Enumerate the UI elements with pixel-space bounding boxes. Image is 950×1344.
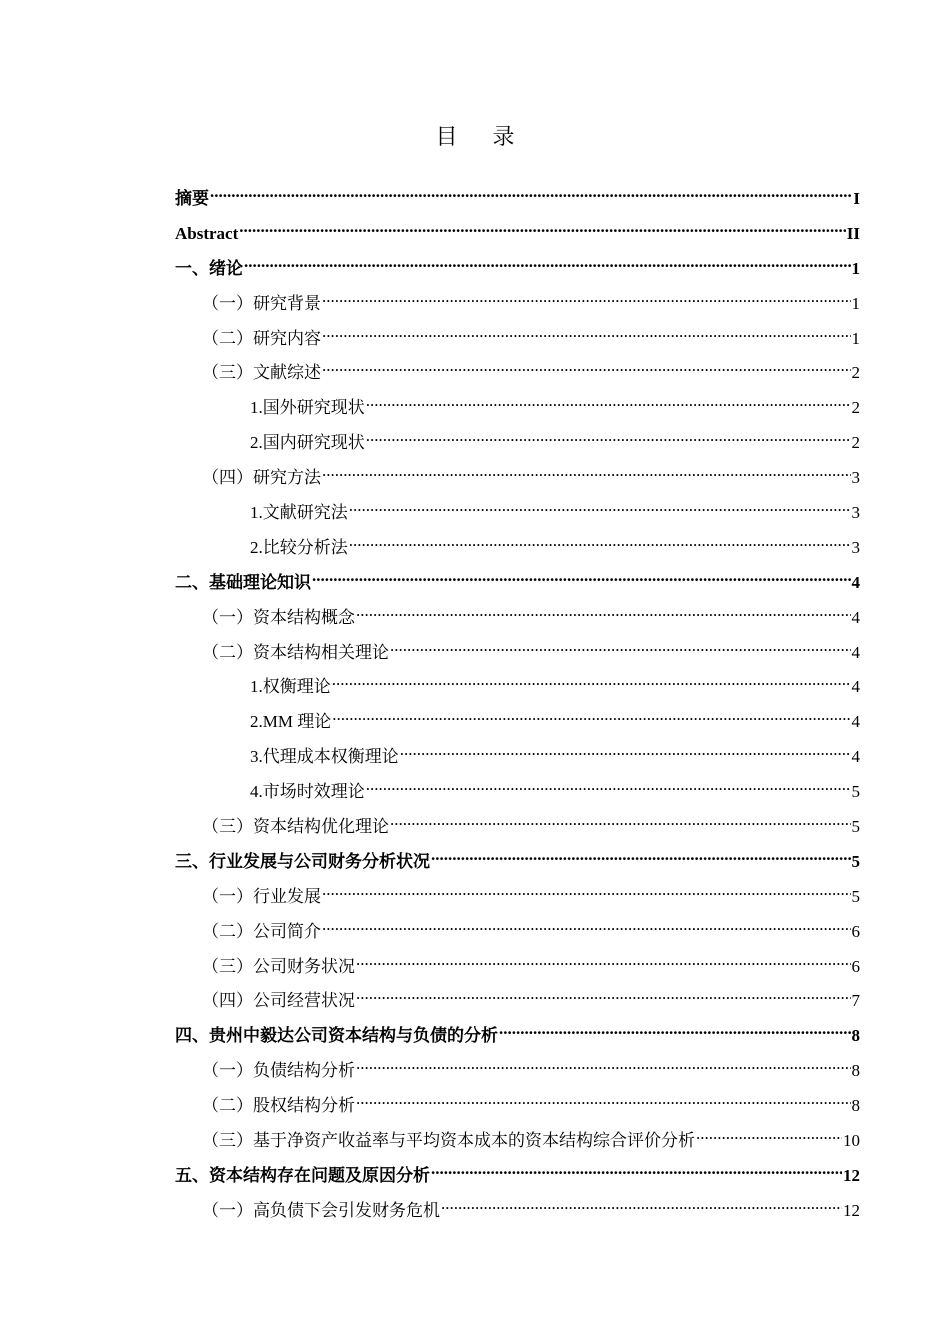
page-title: 目 录 xyxy=(435,125,529,150)
toc-entry[interactable] xyxy=(175,634,860,669)
toc-entry-page-number: I xyxy=(853,189,860,208)
toc-entry[interactable] xyxy=(175,1157,860,1192)
toc-entry-page-number: 2 xyxy=(851,433,860,453)
toc-entry[interactable] xyxy=(175,459,860,494)
toc-entry[interactable] xyxy=(175,320,860,355)
dot-leader xyxy=(366,393,851,413)
table-of-contents xyxy=(175,180,860,1227)
toc-entry[interactable] xyxy=(175,1122,860,1157)
toc-entry-label: 五、资本结构存在问题及原因分析 xyxy=(175,1165,430,1185)
toc-entry-label: 3.代理成本权衡理论 xyxy=(250,747,399,767)
toc-entry-label: （一）高负债下会引发财务危机 xyxy=(202,1200,440,1220)
toc-entry[interactable] xyxy=(175,424,860,459)
toc-entry-page-number: 7 xyxy=(851,991,860,1011)
toc-entry[interactable] xyxy=(175,913,860,948)
toc-entry-label: （二）公司简介 xyxy=(202,921,321,941)
dot-leader xyxy=(239,219,846,239)
dot-leader xyxy=(696,1126,842,1146)
toc-entry-page-number: 8 xyxy=(851,1061,860,1081)
toc-entry-page-number: 10 xyxy=(843,1131,860,1151)
dot-leader xyxy=(322,917,851,937)
toc-entry[interactable] xyxy=(175,599,860,634)
toc-entry-label: 2.比较分析法 xyxy=(250,537,348,557)
dot-leader xyxy=(332,672,851,692)
toc-entry-page-number: 2 xyxy=(851,398,860,418)
dot-leader xyxy=(431,1161,842,1181)
toc-entry-page-number: 3 xyxy=(851,503,860,523)
toc-entry-page-number: 5 xyxy=(851,886,860,906)
toc-entry[interactable] xyxy=(175,564,860,599)
toc-entry-label: （二）股权结构分析 xyxy=(202,1096,355,1116)
toc-entry-page-number: 1 xyxy=(851,328,860,348)
toc-entry-page-number: 4 xyxy=(851,572,860,592)
toc-entry-page-number: 2 xyxy=(851,363,860,383)
toc-entry[interactable] xyxy=(175,389,860,424)
toc-entry-page-number: II xyxy=(846,223,860,243)
dot-leader xyxy=(356,1056,851,1076)
toc-entry-page-number: 5 xyxy=(851,851,860,871)
toc-entry-label: 1.国外研究现状 xyxy=(250,398,365,418)
dot-leader xyxy=(244,254,851,274)
toc-entry-label: （一）负债结构分析 xyxy=(202,1061,355,1081)
toc-entry-page-number: 4 xyxy=(851,712,860,732)
toc-entry-label: （三）公司财务状况 xyxy=(202,956,355,976)
toc-entry[interactable] xyxy=(175,529,860,564)
dot-leader xyxy=(322,882,851,902)
toc-entry-label: （二）资本结构相关理论 xyxy=(202,642,389,662)
toc-entry-page-number: 1 xyxy=(851,293,860,313)
toc-entry-label: 二、基础理论知识 xyxy=(175,572,311,592)
dot-leader xyxy=(349,498,851,518)
toc-entry[interactable] xyxy=(175,1087,860,1122)
toc-entry-label: （一）研究背景 xyxy=(202,293,321,313)
dot-leader xyxy=(356,603,851,623)
dot-leader xyxy=(390,638,851,658)
dot-leader xyxy=(349,533,851,553)
toc-entry[interactable] xyxy=(175,354,860,389)
toc-entry[interactable] xyxy=(175,982,860,1017)
toc-entry-label: （四）公司经营状况 xyxy=(202,991,355,1011)
toc-entry[interactable] xyxy=(175,703,860,738)
toc-entry-page-number: 12 xyxy=(843,1165,860,1185)
dot-leader xyxy=(356,1091,851,1111)
toc-entry-page-number: 3 xyxy=(851,468,860,488)
dot-leader xyxy=(322,463,851,483)
toc-entry-label: （三）基于净资产收益率与平均资本成本的资本结构综合评价分析 xyxy=(202,1131,695,1151)
toc-entry-label: 一、绪论 xyxy=(175,258,243,278)
toc-entry[interactable] xyxy=(175,180,860,215)
dot-leader xyxy=(322,324,851,344)
toc-entry[interactable] xyxy=(175,285,860,320)
toc-entry-label: 1.文献研究法 xyxy=(250,503,348,523)
toc-entry-label: （三）文献综述 xyxy=(202,363,321,383)
toc-entry-page-number: 1 xyxy=(851,258,860,278)
toc-entry[interactable] xyxy=(175,215,860,250)
toc-entry-page-number: 4 xyxy=(851,642,860,662)
toc-entry-page-number: 3 xyxy=(851,537,860,557)
toc-entry-page-number: 5 xyxy=(851,782,860,802)
dot-leader xyxy=(312,568,851,588)
dot-leader xyxy=(332,707,850,727)
toc-entry-page-number: 8 xyxy=(851,1026,860,1046)
toc-entry-page-number: 4 xyxy=(851,747,860,767)
toc-entry-label: 2.MM 理论 xyxy=(250,712,332,732)
toc-entry[interactable] xyxy=(175,738,860,773)
toc-entry-page-number: 8 xyxy=(851,1096,860,1116)
toc-entry[interactable] xyxy=(175,494,860,529)
toc-entry[interactable] xyxy=(175,668,860,703)
toc-entry-label: 1.权衡理论 xyxy=(250,677,331,697)
toc-entry[interactable] xyxy=(175,1192,860,1227)
toc-entry-label: 三、行业发展与公司财务分析状况 xyxy=(175,851,430,871)
toc-entry[interactable] xyxy=(175,250,860,285)
toc-entry-page-number: 5 xyxy=(851,817,860,837)
toc-entry[interactable] xyxy=(175,773,860,808)
dot-leader xyxy=(356,952,851,972)
toc-entry-label: （二）研究内容 xyxy=(202,328,321,348)
dot-leader xyxy=(366,428,851,448)
toc-entry-page-number: 12 xyxy=(843,1200,860,1220)
toc-entry-label: 2.国内研究现状 xyxy=(250,433,365,453)
dot-leader xyxy=(366,777,851,797)
toc-entry-page-number: 6 xyxy=(851,921,860,941)
dot-leader xyxy=(400,742,851,762)
toc-entry-label: （一）行业发展 xyxy=(202,886,321,906)
toc-entry-page-number: 6 xyxy=(851,956,860,976)
toc-entry[interactable] xyxy=(175,1017,860,1052)
dot-leader xyxy=(431,847,851,867)
toc-entry[interactable] xyxy=(175,843,860,878)
toc-entry-label: Abstract xyxy=(175,223,239,243)
toc-entry-label: 4.市场时效理论 xyxy=(250,782,365,802)
toc-entry-page-number: 4 xyxy=(851,677,860,697)
toc-entry-label: 摘要 xyxy=(175,189,209,208)
toc-entry[interactable] xyxy=(175,948,860,983)
toc-entry-page-number: 4 xyxy=(851,607,860,627)
dot-leader xyxy=(322,358,851,378)
dot-leader xyxy=(441,1196,842,1216)
toc-entry-label: （一）资本结构概念 xyxy=(202,607,355,627)
dot-leader xyxy=(356,986,851,1006)
toc-entry-label: 四、贵州中毅达公司资本结构与负债的分析 xyxy=(175,1026,498,1046)
dot-leader xyxy=(322,289,851,309)
toc-entry[interactable] xyxy=(175,1052,860,1087)
dot-leader xyxy=(390,812,851,832)
dot-leader xyxy=(210,184,852,204)
toc-entry-label: （三）资本结构优化理论 xyxy=(202,817,389,837)
dot-leader xyxy=(499,1021,851,1041)
toc-entry[interactable] xyxy=(175,808,860,843)
toc-entry-label: （四）研究方法 xyxy=(202,468,321,488)
toc-entry[interactable] xyxy=(175,878,860,913)
